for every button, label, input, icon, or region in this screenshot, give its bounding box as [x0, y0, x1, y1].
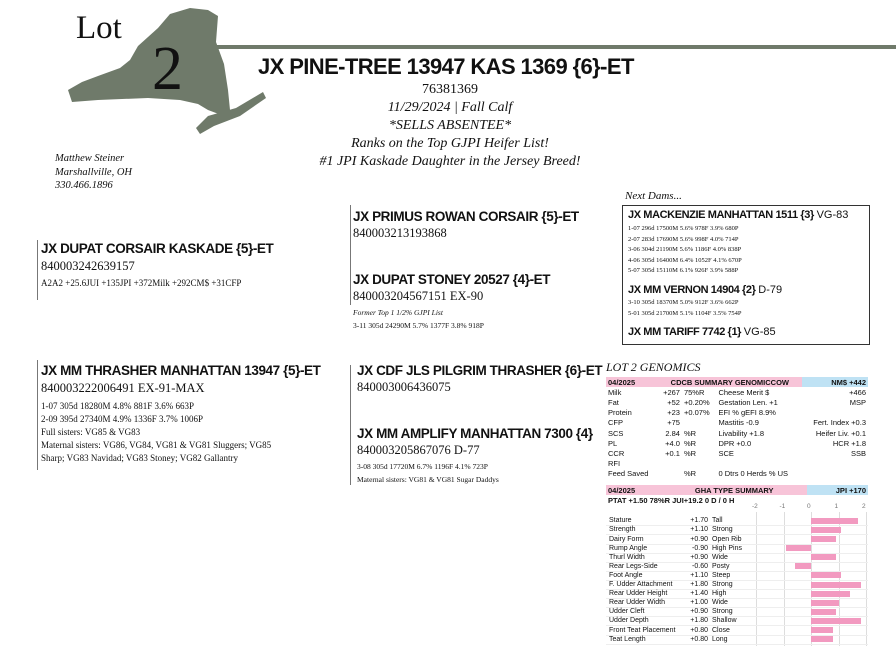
- trait-descriptor: Posty: [712, 562, 730, 570]
- trait-name: Teat Length: [609, 635, 646, 643]
- sire-dam-record: 3-11 305d 24290M 5.7% 1377F 3.8% 918P: [353, 320, 484, 330]
- gha-summary: [606, 485, 868, 646]
- trait-descriptor: Steep: [712, 571, 731, 579]
- record-line: 1-07 296d 17500M 5.6% 978F 3.9% 680P: [628, 225, 739, 232]
- cdcb-summary: [606, 377, 868, 479]
- next-dam-1: [628, 209, 848, 221]
- trait-descriptor: Close: [712, 626, 730, 634]
- cdcb-cell: CFP: [608, 418, 623, 428]
- cdcb-cell: Heifer Liv. +0.1: [815, 428, 866, 438]
- sire-dam-note: Former Top 1 1/2% GJPI List: [353, 308, 443, 317]
- cdcb-cell: SCS: [608, 428, 624, 438]
- ranking-note: Ranks on the Top GJPI Heifer List!: [351, 136, 549, 151]
- trait-value: +0.90: [690, 535, 708, 543]
- cdcb-cell: MSP: [849, 397, 866, 407]
- row-divider: [606, 644, 868, 645]
- trait-bar: [811, 591, 850, 597]
- cdcb-cell: [682, 418, 716, 428]
- trait-bar: [811, 636, 833, 642]
- cdcb-cell: [716, 459, 802, 469]
- cdcb-cell: +0.1: [665, 448, 680, 458]
- trait-name: Rear Legs-Side: [609, 562, 658, 570]
- cdcb-cell: Livability +1.8: [718, 428, 765, 438]
- dam-name: JX MM THRASHER MANHATTAN 13947 {5}-ET: [41, 363, 321, 378]
- cdcb-cell: +75: [667, 418, 680, 428]
- trait-bar: [795, 563, 812, 569]
- trait-bar: [811, 600, 839, 606]
- cdcb-cell: +0.20%: [683, 397, 710, 407]
- record-line: 3-10 305d 18370M 5.0% 912F 3.6% 662P: [628, 299, 739, 306]
- next-dam-2: [628, 284, 782, 296]
- trait-value: +1.10: [690, 571, 708, 579]
- trait-descriptor: Open Rib: [712, 535, 742, 543]
- cdcb-cell: +52: [667, 397, 680, 407]
- trait-value: +1.70: [690, 517, 708, 525]
- next-dam-1-score: VG-83: [816, 209, 849, 221]
- trait-value: +1.40: [690, 590, 708, 598]
- cdcb-row: [606, 459, 868, 469]
- dam-dam-block: [357, 426, 607, 486]
- trait-descriptor: Tall: [712, 517, 723, 525]
- trait-value: -0.60: [692, 562, 708, 570]
- cdcb-row: [606, 428, 868, 438]
- next-dam-2-score: D-79: [758, 284, 783, 296]
- cdcb-cell: Milk: [608, 387, 622, 397]
- trait-name: Stature: [609, 517, 632, 525]
- dam-reg: 840003222006491 EX-91-MAX: [41, 381, 205, 395]
- cdcb-cell: SSB: [850, 448, 866, 458]
- cdcb-cell: Fat: [608, 397, 619, 407]
- trait-descriptor: Strong: [712, 581, 733, 589]
- cdcb-cell: HCR +1.8: [832, 438, 866, 448]
- owner-name: Matthew Steiner: [55, 153, 125, 164]
- sire-dam-reg: 840003204567151 EX-90: [353, 289, 484, 303]
- trait-bar: [811, 582, 861, 588]
- animal-birth: 11/29/2024 | Fall Calf: [387, 100, 513, 115]
- trait-descriptor: Wide: [712, 553, 728, 561]
- sire-block: [41, 241, 341, 290]
- gha-title: GHA TYPE SUMMARY: [661, 485, 807, 495]
- cdcb-rows: [606, 387, 868, 479]
- cdcb-cell: Protein: [608, 408, 632, 418]
- cdcb-cell: %R: [683, 448, 697, 458]
- cdcb-cell: +4.0: [665, 438, 680, 448]
- trait-descriptor: Long: [712, 635, 728, 643]
- next-dams-box: [622, 205, 870, 345]
- cdcb-cell: [658, 469, 682, 479]
- cdcb-date: 04/2025: [606, 377, 658, 387]
- sire-reg: 840003242639157: [41, 259, 135, 273]
- scale-tick-label: -1: [779, 503, 786, 511]
- next-dam-1-name: JX MACKENZIE MANHATTAN 1511 {3}: [628, 209, 814, 221]
- trait-descriptor: High: [712, 590, 727, 598]
- dam-line: 2-09 395d 27340M 4.9% 1336F 3.7% 1006P: [41, 414, 204, 424]
- sire-sire-name: JX PRIMUS ROWAN CORSAIR {5}-ET: [353, 209, 579, 224]
- sire-dam-name: JX DUPAT STONEY 20527 {4}-ET: [353, 272, 551, 287]
- trait-bar: [811, 572, 841, 578]
- pedigree-line: [37, 240, 38, 300]
- cdcb-cell: 0 Dtrs 0 Herds % US: [718, 469, 789, 479]
- cdcb-cell: EFI % gEFI 8.9%: [718, 408, 776, 418]
- trait-bar: [811, 609, 836, 615]
- trait-value: +0.90: [690, 608, 708, 616]
- cdcb-row: [606, 397, 868, 407]
- cdcb-row: [606, 469, 868, 479]
- cdcb-cell: RFI: [608, 459, 621, 469]
- dam-dam-sisters: Maternal sisters: VG81 & VG81 Sugar Daddys: [357, 474, 499, 484]
- lot-number: 2: [152, 35, 183, 103]
- scale-tick-label: 2: [862, 503, 866, 511]
- sire-info: A2A2 +25.6JUI +135JPI +372Milk +292CM$ +31CFP: [41, 278, 242, 288]
- sire-name: JX DUPAT CORSAIR KASKADE {5}-ET: [41, 241, 274, 256]
- type-trait-chart: [606, 503, 868, 646]
- trait-value: +1.00: [690, 599, 708, 607]
- trait-name: Front Teat Placement: [609, 626, 676, 634]
- dam-line: Full sisters: VG85 & VG83: [41, 427, 141, 437]
- sire-dam-block: [353, 272, 613, 332]
- trait-value: +1.10: [690, 526, 708, 534]
- next-dam-1-records: [628, 224, 742, 277]
- sells-absentee: *SELLS ABSENTEE*: [388, 118, 512, 133]
- record-line: 4-06 305d 16400M 6.4% 1052F 4.1% 670P: [628, 256, 742, 264]
- trait-bar: [811, 518, 858, 524]
- cdcb-cell: +466: [849, 387, 866, 397]
- dam-dam-record: 3-08 305d 17720M 6.7% 1196F 4.1% 723P: [357, 462, 488, 471]
- cdcb-title: CDCB SUMMARY GENOMICCOW: [658, 377, 802, 387]
- dam-sire-reg: 840003006436075: [357, 380, 451, 394]
- cdcb-cell: Cheese Merit $: [718, 387, 770, 397]
- trait-descriptor: Shallow: [712, 617, 737, 625]
- pedigree-line: [37, 360, 38, 470]
- gha-date: 04/2025: [606, 485, 661, 495]
- trait-value: +1.80: [690, 581, 708, 589]
- cdcb-cell: [682, 459, 716, 469]
- cdcb-cell: DPR +0.0: [718, 438, 752, 448]
- sire-sire-block: [353, 209, 613, 241]
- cdcb-cell: +23: [667, 408, 680, 418]
- next-dam-2-records: [628, 298, 742, 319]
- pedigree-line: [350, 365, 351, 485]
- trait-descriptor: High Pins: [712, 544, 742, 552]
- trait-bar: [811, 536, 836, 542]
- sire-sire-reg: 840003213193868: [353, 226, 447, 240]
- gha-jpi: JPI +170: [807, 485, 868, 495]
- cdcb-cell: SCE: [718, 448, 734, 458]
- header-rule: [210, 45, 896, 49]
- cdcb-row: [606, 418, 868, 428]
- cdcb-cell: Feed Saved: [608, 469, 649, 479]
- next-dam-3-name: JX MM TARIFF 7742 {1}: [628, 326, 742, 338]
- cdcb-cell: [658, 459, 682, 469]
- trait-bar: [811, 554, 836, 560]
- trait-value: +0.80: [690, 635, 708, 643]
- cdcb-row: [606, 438, 868, 448]
- cdcb-cell: Gestation Len. +1: [718, 397, 778, 407]
- cdcb-cell: 75%R: [683, 387, 705, 397]
- trait-descriptor: Strong: [712, 526, 733, 534]
- next-dam-2-name: JX MM VERNON 14904 {2}: [628, 284, 756, 296]
- animal-reg: 76381369: [422, 82, 478, 97]
- dam-dam-reg: 840003205867076 D-77: [357, 443, 480, 457]
- cdcb-cell: [802, 469, 868, 479]
- trait-name: Strength: [609, 526, 636, 534]
- cdcb-row: [606, 448, 868, 458]
- dam-line: 1-07 305d 18280M 4.8% 881F 3.6% 663P: [41, 401, 195, 411]
- trait-value: +0.90: [690, 553, 708, 561]
- cdcb-nm: NM$ +442: [802, 377, 868, 387]
- next-dams-title: Next Dams...: [625, 190, 682, 202]
- trait-bar: [811, 527, 841, 533]
- trait-name: Dairy Form: [609, 535, 644, 543]
- gha-ptat: PTAT +1.50 78%R JUI+19.2 0 D / 0 H: [608, 495, 735, 505]
- cdcb-cell: %R: [683, 438, 697, 448]
- dam-line: Sharp; VG83 Navidad; VG83 Stoney; VG82 Gallantry: [41, 453, 238, 463]
- trait-descriptor: Wide: [712, 599, 728, 607]
- trait-name: F. Udder Attachment: [609, 581, 673, 589]
- scale-tick-label: -2: [752, 503, 758, 511]
- trait-value: +0.80: [690, 626, 708, 634]
- trait-value: +1.80: [690, 617, 708, 625]
- next-dam-3-score: VG-85: [743, 326, 776, 338]
- cdcb-cell: Mastitis -0.9: [718, 418, 759, 428]
- trait-bar: [811, 618, 861, 624]
- pedigree-line: [350, 205, 351, 305]
- next-dam-3: [628, 326, 776, 338]
- dam-sire-block: [357, 363, 607, 395]
- trait-descriptor: Strong: [712, 608, 733, 616]
- trait-name: Rump Angle: [609, 544, 648, 552]
- cdcb-cell: +0.07%: [683, 408, 710, 418]
- cdcb-cell: 2.84: [665, 428, 680, 438]
- dam-sire-name: JX CDF JLS PILGRIM THRASHER {6}-ET: [357, 363, 603, 378]
- record-line: 2-07 283d 17690M 5.6% 998F 4.0% 714P: [628, 235, 739, 243]
- trait-bar: [786, 545, 811, 551]
- cdcb-cell: +267: [663, 387, 680, 397]
- cdcb-cell: %R: [683, 428, 697, 438]
- owner-info: [55, 152, 132, 193]
- cdcb-cell: Fert. Index +0.3: [813, 418, 866, 428]
- cdcb-cell: %R: [683, 469, 697, 479]
- dam-block: [41, 363, 351, 465]
- genomics-title: LOT 2 GENOMICS: [606, 360, 701, 374]
- cdcb-cell: CCR: [608, 448, 625, 458]
- dam-dam-name: JX MM AMPLIFY MANHATTAN 7300 {4}: [357, 426, 593, 441]
- cdcb-row: [606, 387, 868, 397]
- jpi-note: #1 JPI Kaskade Daughter in the Jersey Breed!: [319, 154, 581, 169]
- dam-line: Maternal sisters: VG86, VG84, VG81 & VG81 Sluggers; VG85: [41, 440, 272, 450]
- lot-label: Lot: [76, 10, 122, 46]
- trait-name: Rear Udder Width: [609, 599, 666, 607]
- record-line: 3-06 304d 21190M 5.6% 1186F 4.0% 838P: [628, 246, 742, 253]
- cdcb-cell: [802, 408, 868, 418]
- record-line: 5-07 305d 15110M 6.1% 926F 3.9% 588P: [628, 267, 739, 274]
- animal-name: JX PINE-TREE 13947 KAS 1369 {6}-ET: [258, 54, 634, 79]
- trait-name: Udder Cleft: [609, 608, 645, 616]
- trait-name: Foot Angle: [609, 571, 643, 579]
- cdcb-cell: [802, 459, 868, 469]
- scale-tick-label: 0: [807, 503, 811, 511]
- trait-bar: [811, 627, 833, 633]
- trait-name: Udder Depth: [609, 617, 649, 625]
- cdcb-cell: PL: [608, 438, 618, 448]
- scale-tick-label: 1: [834, 503, 839, 511]
- trait-name: Rear Udder Height: [609, 590, 668, 598]
- owner-city: Marshallville, OH: [55, 166, 132, 178]
- cdcb-row: [606, 408, 868, 418]
- trait-value: -0.90: [692, 544, 708, 552]
- trait-name: Thurl Width: [609, 553, 645, 561]
- record-line: 5-01 305d 21700M 5.1% 1104F 3.5% 754P: [628, 309, 742, 317]
- owner-phone: 330.466.1896: [55, 180, 113, 191]
